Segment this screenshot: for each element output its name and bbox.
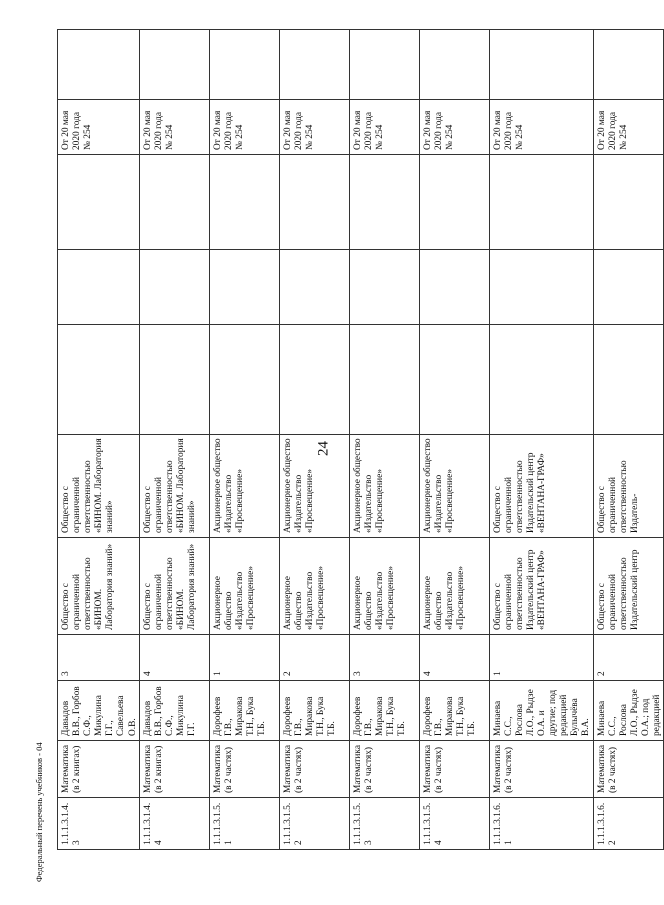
grade-cell: 2: [279, 635, 349, 681]
authors-cell: Дорофеев Г.В., Миракова Т.Н., Бука Т.Б.: [209, 681, 279, 741]
publisher-cell: Общество с ограниченной ответственностью Издательский центр: [593, 538, 664, 635]
empty-cell: [279, 30, 349, 100]
publisher-cell: Общество с ограниченной ответственностью «БИНОМ. Лаборатория знаний»: [139, 538, 209, 635]
page-number: 24: [315, 441, 332, 456]
grade-cell: 3: [58, 635, 140, 681]
grade-cell: 2: [593, 635, 664, 681]
publisher-full-cell: Общество с ограниченной ответственностью Издательский центр «ВЕНТАНА-ГРАФ»: [489, 435, 593, 538]
empty-cell: [489, 325, 593, 435]
subject-cell: Математика (в 2 книгах): [58, 741, 140, 798]
publisher-full-cell: Акционерное общество «Издательство «Просвещение»: [279, 435, 349, 538]
empty-cell: [58, 325, 140, 435]
authors-cell: Минаева С.С., Рослова Л.О., Рыдзе О.А. и другие; под редакцией Булычёва В.А.: [489, 681, 593, 741]
publisher-cell: Общество с ограниченной ответственностью «БИНОМ. Лаборатория знаний»: [58, 538, 140, 635]
authors-cell: Дорофеев Г.В., Миракова Т.Н., Бука Т.Б.: [279, 681, 349, 741]
empty-cell: [139, 30, 209, 100]
subject-cell: Математика (в 2 частях): [489, 741, 593, 798]
empty-cell: [419, 30, 489, 100]
order-date-cell: От 20 мая 2020 года № 254: [349, 100, 419, 155]
subject-cell: Математика (в 2 частях): [349, 741, 419, 798]
publisher-full-cell: Общество с ограниченной ответственностью «БИНОМ. Лаборатория знаний»: [58, 435, 140, 538]
empty-cell: [209, 155, 279, 250]
code-cell: 1.1.1.3.1.4.4: [139, 798, 209, 850]
publisher-cell: Акционерное общество «Издательство «Просвещение»: [279, 538, 349, 635]
table-rotated-container: [57, 30, 662, 850]
empty-cell: [349, 155, 419, 250]
code-cell: 1.1.1.3.1.5.3: [349, 798, 419, 850]
code-cell: 1.1.1.3.1.4.3: [58, 798, 140, 850]
empty-cell: [593, 325, 664, 435]
subject-cell: Математика (в 2 частях): [209, 741, 279, 798]
subject-cell: Математика (в 2 частях): [279, 741, 349, 798]
empty-cell: [349, 325, 419, 435]
publisher-cell: Акционерное общество «Издательство «Просвещение»: [419, 538, 489, 635]
publisher-cell: Акционерное общество «Издательство «Просвещение»: [349, 538, 419, 635]
table-row: [593, 30, 664, 850]
order-date-cell: От 20 мая 2020 года № 254: [58, 100, 140, 155]
code-cell: 1.1.1.3.1.5.4: [419, 798, 489, 850]
publisher-full-cell: Акционерное общество «Издательство «Просвещение»: [209, 435, 279, 538]
publisher-cell: Общество с ограниченной ответственностью Издательский центр «ВЕНТАНА-ГРАФ»: [489, 538, 593, 635]
authors-cell: Дорофеев Г.В., Миракова Т.Н., Бука Т.Б.: [419, 681, 489, 741]
code-cell: 1.1.1.3.1.6.2: [593, 798, 664, 850]
empty-cell: [419, 325, 489, 435]
empty-cell: [489, 155, 593, 250]
grade-cell: 3: [349, 635, 419, 681]
empty-cell: [58, 30, 140, 100]
empty-cell: [279, 325, 349, 435]
table-row: [419, 30, 489, 850]
table-row: [349, 30, 419, 850]
empty-cell: [419, 155, 489, 250]
code-cell: 1.1.1.3.1.5.1: [209, 798, 279, 850]
order-date-cell: От 20 мая 2020 года № 254: [139, 100, 209, 155]
empty-cell: [593, 250, 664, 325]
empty-cell: [209, 30, 279, 100]
grade-cell: 4: [419, 635, 489, 681]
empty-cell: [489, 30, 593, 100]
order-date-cell: От 20 мая 2020 года № 254: [279, 100, 349, 155]
grade-cell: 1: [209, 635, 279, 681]
authors-cell: Давыдов В.В., Горбов С.Ф., Микулина Г.Г., Савельева О.В.: [58, 681, 140, 741]
subject-cell: Математика (в 2 частях): [593, 741, 664, 798]
authors-cell: Минаева С.С., Рослова Л.О., Рыдзе О.А.; под редакцией: [593, 681, 664, 741]
table-row: [139, 30, 209, 850]
empty-cell: [349, 250, 419, 325]
subject-cell: Математика (в 2 книгах): [139, 741, 209, 798]
empty-cell: [279, 250, 349, 325]
table-body: [58, 30, 664, 850]
publisher-cell: Акционерное общество «Издательство «Просвещение»: [209, 538, 279, 635]
table-row: [489, 30, 593, 850]
empty-cell: [58, 155, 140, 250]
empty-cell: [279, 155, 349, 250]
empty-cell: [209, 250, 279, 325]
order-date-cell: От 20 мая 2020 года № 254: [209, 100, 279, 155]
authors-cell: Дорофеев Г.В., Миракова Т.Н., Бука Т.Б.: [349, 681, 419, 741]
publisher-full-cell: Общество с ограниченной ответственностью Издатель-: [593, 435, 664, 538]
empty-cell: [139, 250, 209, 325]
textbook-table: [57, 29, 664, 850]
empty-cell: [419, 250, 489, 325]
order-date-cell: От 20 мая 2020 года № 254: [419, 100, 489, 155]
subject-cell: Математика (в 2 частях): [419, 741, 489, 798]
code-cell: 1.1.1.3.1.5.2: [279, 798, 349, 850]
empty-cell: [58, 250, 140, 325]
code-cell: 1.1.1.3.1.6.1: [489, 798, 593, 850]
table-row: [58, 30, 140, 850]
empty-cell: [349, 30, 419, 100]
order-date-cell: От 20 мая 2020 года № 254: [593, 100, 664, 155]
footer-note: Федеральный перечень учебников - 04: [34, 742, 44, 882]
publisher-full-cell: Акционерное общество «Издательство «Просвещение»: [349, 435, 419, 538]
order-date-cell: От 20 мая 2020 года № 254: [489, 100, 593, 155]
grade-cell: 1: [489, 635, 593, 681]
publisher-full-cell: Акционерное общество «Издательство «Просвещение»: [419, 435, 489, 538]
table-row: [209, 30, 279, 850]
empty-cell: [489, 250, 593, 325]
empty-cell: [209, 325, 279, 435]
grade-cell: 4: [139, 635, 209, 681]
empty-cell: [139, 325, 209, 435]
empty-cell: [593, 155, 664, 250]
empty-cell: [139, 155, 209, 250]
empty-cell: [593, 30, 664, 100]
publisher-full-cell: Общество с ограниченной ответственностью «БИНОМ. Лаборатория знаний»: [139, 435, 209, 538]
authors-cell: Давыдов В.В., Горбов С.Ф., Микулина Г.Г.: [139, 681, 209, 741]
table-row: [279, 30, 349, 850]
